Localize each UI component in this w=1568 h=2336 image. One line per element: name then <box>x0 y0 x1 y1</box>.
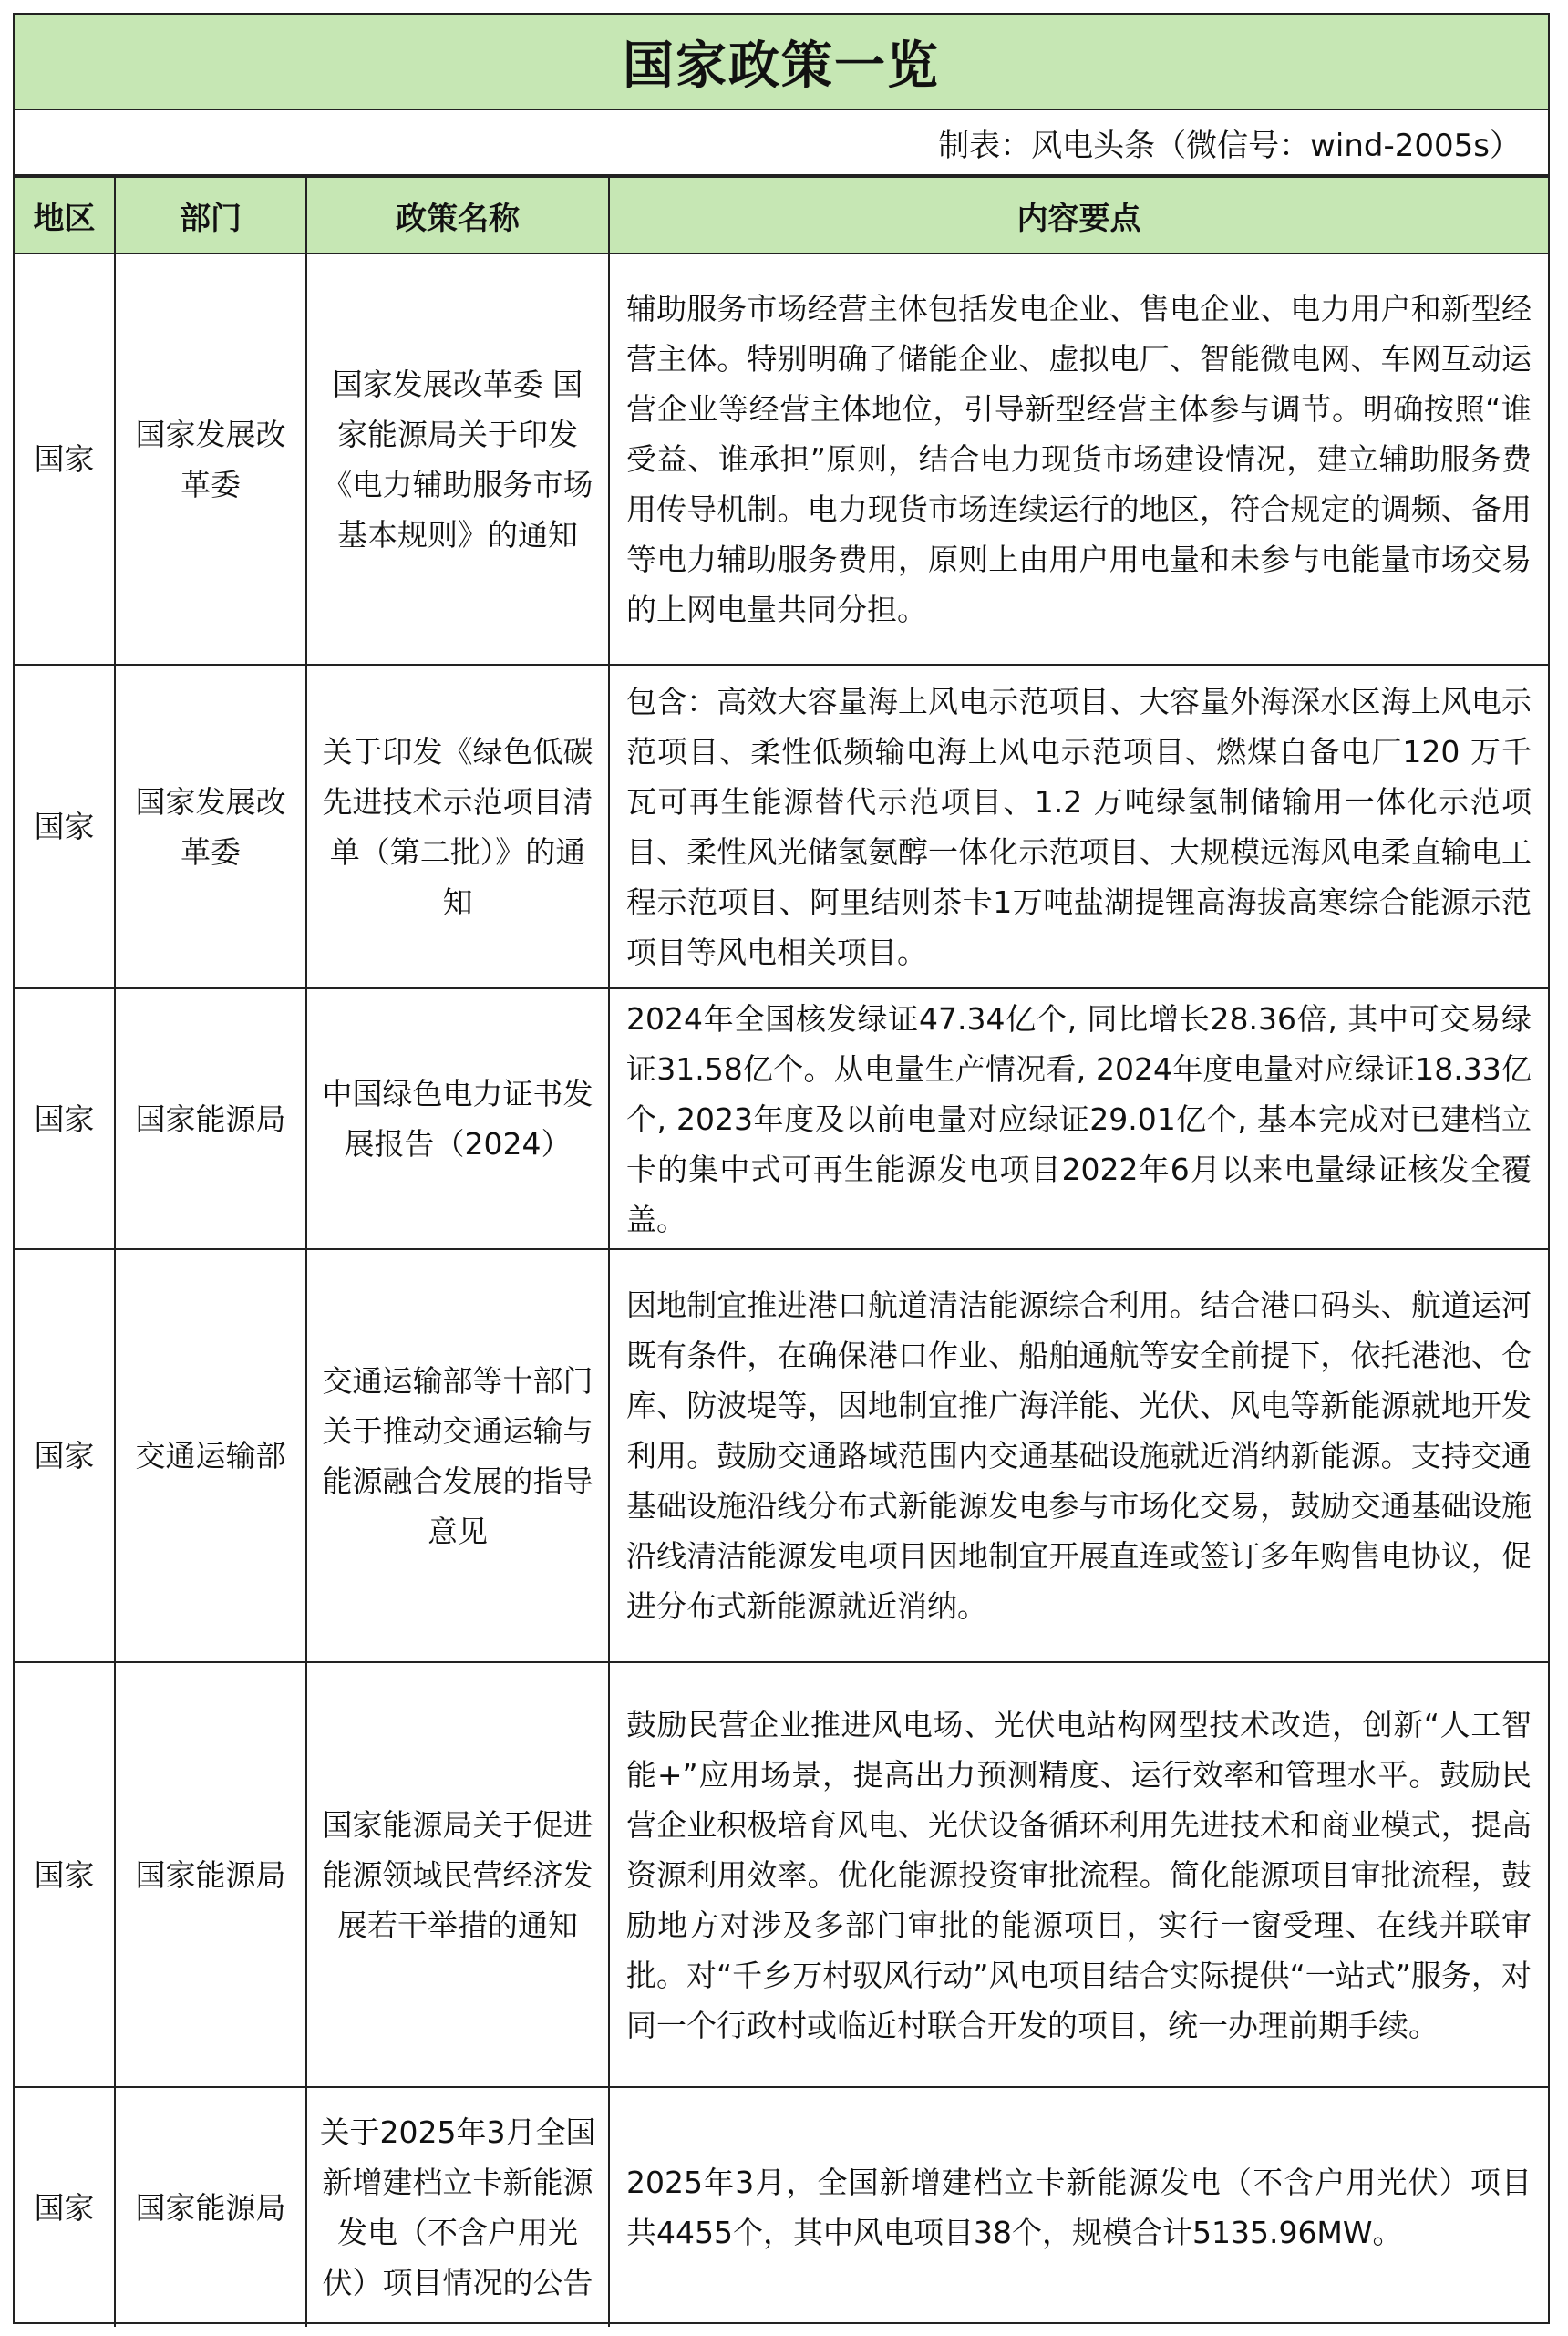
cell-region: 国家 <box>15 253 115 665</box>
cell-content: 鼓励民营企业推进风电场、光伏电站构网型技术改造，创新“人工智能+”应用场景，提高出力预测精度、运行效率和管理水平。鼓励民营企业积极培育风电、光伏设备循环利用先进技术和商业模式，提高资源利用效率。优化能源投资审批流程。简化能源项目审批流程，鼓励地方对涉及多部门审批的能源项目，实行一窗受理、在线并联审批。对“千乡万村驭风行动”风电项目结合实际提供“一站式”服务，对同一个行政村或临近村联合开发的项目，统一办理前期手续。 <box>609 1662 1548 2087</box>
header-department: 部门 <box>115 177 306 253</box>
cell-region: 国家 <box>15 2087 115 2327</box>
cell-policy-name: 国家能源局关于促进能源领域民营经济发展若干举措的通知 <box>306 1662 609 2087</box>
cell-content: 2025年3月，全国新增建档立卡新能源发电（不含户用光伏）项目共4455个，其中风电项目38个，规模合计5135.96MW。 <box>609 2087 1548 2327</box>
cell-region: 国家 <box>15 988 115 1249</box>
sheet-title: 国家政策一览 <box>15 15 1548 110</box>
cell-policy-name: 关于2025年3月全国新增建档立卡新能源发电（不含户用光伏）项目情况的公告 <box>306 2087 609 2327</box>
cell-policy-name: 关于印发《绿色低碳先进技术示范项目清单（第二批）》的通知 <box>306 665 609 988</box>
cell-policy-name: 中国绿色电力证书发展报告（2024） <box>306 988 609 1249</box>
cell-department: 交通运输部 <box>115 1249 306 1662</box>
cell-content: 2024年全国核发绿证47.34亿个, 同比增长28.36倍, 其中可交易绿证31.58亿个。从电量生产情况看, 2024年度电量对应绿证18.33亿个, 2023年度及以前电量对应绿证29.01亿个, 基本完成对已建档立卡的集中式可再生能源发电项目2022年6月以来电量绿证核发全覆盖。 <box>609 988 1548 1249</box>
cell-department: 国家能源局 <box>115 1662 306 2087</box>
cell-content: 辅助服务市场经营主体包括发电企业、售电企业、电力用户和新型经营主体。特别明确了储能企业、虚拟电厂、智能微电网、车网互动运营企业等经营主体地位，引导新型经营主体参与调节。明确按照“谁受益、谁承担”原则，结合电力现货市场建设情况，建立辅助服务费用传导机制。电力现货市场连续运行的地区，符合规定的调频、备用等电力辅助服务费用，原则上由用户用电量和未参与电能量市场交易的上网电量共同分担。 <box>609 253 1548 665</box>
header-content: 内容要点 <box>609 177 1548 253</box>
cell-content: 包含：高效大容量海上风电示范项目、大容量外海深水区海上风电示范项目、柔性低频输电海上风电示范项目、燃煤自备电厂120 万千瓦可再生能源替代示范项目、1.2 万吨绿氢制储输用一体化示范项目、柔性风光储氢氨醇一体化示范项目、大规模远海风电柔直输电工程示范项目、阿里结则茶卡1万吨盐湖提锂高海拔高寒综合能源示范项目等风电相关项目。 <box>609 665 1548 988</box>
cell-region: 国家 <box>15 665 115 988</box>
table-header-row <box>15 177 1548 253</box>
cell-region: 国家 <box>15 1249 115 1662</box>
table-row <box>15 253 1548 665</box>
cell-region: 国家 <box>15 1662 115 2087</box>
table-row <box>15 1662 1548 2087</box>
cell-policy-name: 交通运输部等十部门关于推动交通运输与能源融合发展的指导意见 <box>306 1249 609 1662</box>
cell-policy-name: 国家发展改革委 国家能源局关于印发《电力辅助服务市场基本规则》的通知 <box>306 253 609 665</box>
header-policy-name: 政策名称 <box>306 177 609 253</box>
cell-department: 国家能源局 <box>115 2087 306 2327</box>
cell-department: 国家发展改革委 <box>115 665 306 988</box>
policy-table <box>15 176 1548 2327</box>
maker-credit: 制表：风电头条（微信号：wind-2005s） <box>15 110 1548 176</box>
table-row <box>15 1249 1548 1662</box>
policy-sheet <box>13 13 1550 2324</box>
table-row <box>15 988 1548 1249</box>
table-row <box>15 665 1548 988</box>
header-region: 地区 <box>15 177 115 253</box>
cell-department: 国家能源局 <box>115 988 306 1249</box>
cell-content: 因地制宜推进港口航道清洁能源综合利用。结合港口码头、航道运河既有条件，在确保港口作业、船舶通航等安全前提下，依托港池、仓库、防波堤等，因地制宜推广海洋能、光伏、风电等新能源就地开发利用。鼓励交通路域范围内交通基础设施就近消纳新能源。支持交通基础设施沿线分布式新能源发电参与市场化交易，鼓励交通基础设施沿线清洁能源发电项目因地制宜开展直连或签订多年购售电协议，促进分布式新能源就近消纳。 <box>609 1249 1548 1662</box>
table-row <box>15 2087 1548 2327</box>
cell-department: 国家发展改革委 <box>115 253 306 665</box>
